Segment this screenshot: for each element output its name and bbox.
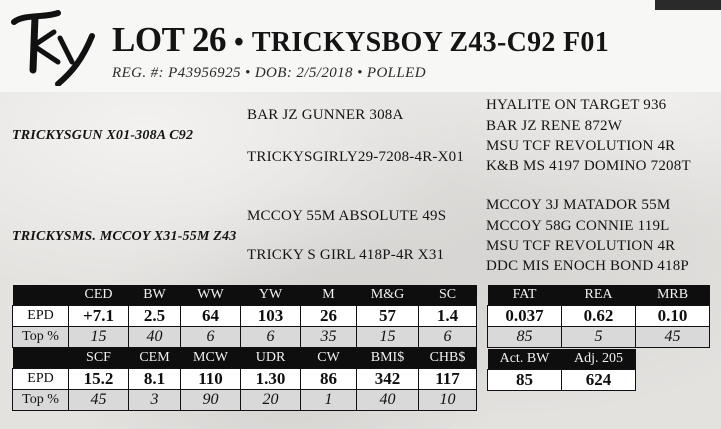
weight-value: 85 [488, 370, 562, 391]
dark-corner-decoration [655, 0, 721, 10]
sire-dam-dam-name: K&B MS 4197 DOMINO 7208T [486, 158, 691, 174]
epd-value: 64 [181, 306, 241, 327]
dam-sire-name: MCCOY 55M ABSOLUTE 49S [247, 208, 447, 224]
epd-value: 110 [181, 369, 241, 390]
header-yw: YW [241, 285, 301, 306]
dam-name: TRICKYSMS. MCCOY X31-55M Z43 [12, 229, 237, 244]
dam-dam-dam-name: DDC MIS ENOCH BOND 418P [486, 258, 689, 274]
epd-table-carcass [487, 285, 710, 348]
header-scf: SCF [69, 348, 129, 369]
header-cell [13, 285, 69, 306]
epd-header-row-1 [13, 285, 477, 306]
epd-table-weights [487, 349, 636, 391]
top-percent-value: 45 [636, 327, 710, 348]
ranch-logo-icon [10, 10, 98, 86]
dam-dam-name: TRICKY S GIRL 418P-4R X31 [247, 247, 445, 263]
top-percent-value: 10 [419, 390, 477, 411]
epd-value: +7.1 [69, 306, 129, 327]
title-bullet: • [234, 27, 244, 58]
epd-value: 1.4 [419, 306, 477, 327]
top-percent-value: 40 [357, 390, 419, 411]
header-mrb: MRB [636, 285, 710, 306]
animal-name: TRICKYSBOY Z43-C92 F01 [251, 27, 609, 58]
epd-value: 0.62 [562, 306, 636, 327]
epd-value: 117 [419, 369, 477, 390]
top-percent-value: 45 [69, 390, 129, 411]
header-m: M [301, 285, 357, 306]
epd-table-main [12, 285, 477, 411]
row-label-epd: EPD [13, 306, 69, 327]
epd-value: 26 [301, 306, 357, 327]
top-percent-value: 1 [301, 390, 357, 411]
top-percent-value: 15 [357, 327, 419, 348]
sire-sire-dam-name: BAR JZ RENE 872W [486, 118, 623, 134]
header-cw: CW [301, 348, 357, 369]
epd-value: 0.037 [488, 306, 562, 327]
top-percent-value: 6 [181, 327, 241, 348]
header-bmi: BMI$ [357, 348, 419, 369]
top-percent-value: 90 [181, 390, 241, 411]
header-rea: REA [562, 285, 636, 306]
header-chb: CHB$ [419, 348, 477, 369]
epd-value: 0.10 [636, 306, 710, 327]
epd-value: 103 [241, 306, 301, 327]
top-percent-value: 6 [419, 327, 477, 348]
epd-value: 15.2 [69, 369, 129, 390]
registration-line: REG. #: P43956925 • DOB: 2/5/2018 • POLLED [112, 65, 426, 81]
header-fat: FAT [488, 285, 562, 306]
epd-value: 8.1 [129, 369, 181, 390]
top-percent-value: 40 [129, 327, 181, 348]
top-percent-row-2 [13, 390, 477, 411]
header-mcw: MCW [181, 348, 241, 369]
lot-label: LOT 26 [112, 20, 227, 59]
epd-value: 2.5 [129, 306, 181, 327]
row-label-top-percent: Top % [13, 327, 69, 348]
header-cem: CEM [129, 348, 181, 369]
epd-value: 1.30 [241, 369, 301, 390]
header-mg: M&G [357, 285, 419, 306]
epd-value: 57 [357, 306, 419, 327]
sire-dam-sire-name: MSU TCF REVOLUTION 4R [486, 138, 676, 154]
top-percent-value: 85 [488, 327, 562, 348]
top-percent-row-1 [13, 327, 477, 348]
weights-value-row [488, 370, 636, 391]
sire-dam-name: TRICKYSGIRLY29-7208-4R-X01 [247, 149, 465, 165]
epd-value: 86 [301, 369, 357, 390]
sire-name: TRICKYSGUN X01-308A C92 [12, 128, 194, 143]
top-percent-value: 15 [69, 327, 129, 348]
header-actual-bw: Act. BW [488, 349, 562, 370]
header-ww: WW [181, 285, 241, 306]
carcass-epd-row [488, 306, 710, 327]
epd-value: 342 [357, 369, 419, 390]
top-percent-value: 6 [241, 327, 301, 348]
weights-header-row [488, 349, 636, 370]
row-label-epd: EPD [13, 369, 69, 390]
sire-sire-name: BAR JZ GUNNER 308A [247, 107, 404, 123]
header-udr: UDR [241, 348, 301, 369]
top-percent-value: 35 [301, 327, 357, 348]
dam-sire-sire-name: MCCOY 3J MATADOR 55M [486, 197, 671, 213]
header-adjusted-205: Adj. 205 [562, 349, 636, 370]
top-percent-value: 3 [129, 390, 181, 411]
header-bw: BW [129, 285, 181, 306]
dam-sire-dam-name: MCCOY 58G CONNIE 119L [486, 218, 670, 234]
lot-title [112, 20, 609, 60]
sire-sire-sire-name: HYALITE ON TARGET 936 [486, 97, 667, 113]
carcass-header-row [488, 285, 710, 306]
top-percent-value: 5 [562, 327, 636, 348]
header-cell [13, 348, 69, 369]
header-sc: SC [419, 285, 477, 306]
dam-dam-sire-name: MSU TCF REVOLUTION 4R [486, 238, 676, 254]
header-ced: CED [69, 285, 129, 306]
epd-value-row-1 [13, 306, 477, 327]
row-label-top-percent: Top % [13, 390, 69, 411]
top-percent-value: 20 [241, 390, 301, 411]
carcass-top-percent-row [488, 327, 710, 348]
epd-value-row-2 [13, 369, 477, 390]
weight-value: 624 [562, 370, 636, 391]
epd-header-row-2 [13, 348, 477, 369]
